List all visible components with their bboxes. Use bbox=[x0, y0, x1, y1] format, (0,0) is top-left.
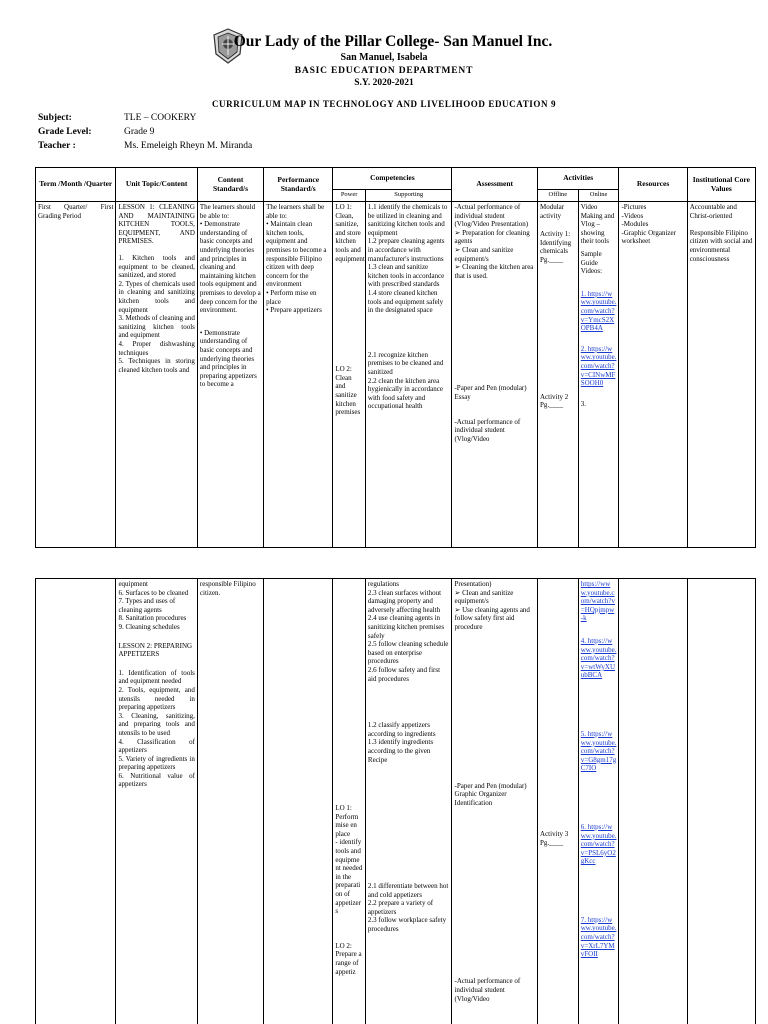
resources-cell: -Pictures -Videos -Modules -Graphic Organizer worksheet bbox=[619, 202, 687, 548]
offline-c: Activity 2 Pg.____ bbox=[540, 392, 570, 410]
video-link-5[interactable]: 5. https://www.youtube.com/watch?v=G8gm17gC7IO bbox=[580, 729, 617, 773]
unit-cell bbox=[116, 202, 197, 548]
supporting-b: 2.1 recognize kitchen premises to be cleaned and sanitized 2.2 clean the kitchen area hygienically in accordance with food safety and occupational health bbox=[367, 350, 444, 411]
header-performance: Performance Standard/s bbox=[264, 168, 333, 202]
resources-cell-2 bbox=[619, 579, 687, 1024]
lesson-1-title: LESSON 1: CLEANING AND MAINTAINING KITCHEN TOOLS, EQUIPMENT, AND PREMISES. bbox=[118, 203, 195, 246]
online-cell bbox=[578, 202, 619, 548]
lesson-1-topics: 1. Kitchen tools and equipment to be cleaned, sanitized, and stored 2. Types of chemicals used in cleaning and sanitizing kitchen tools and equipment 3. Methods of cleaning and sanitizing kitchen tools and equipment 4. Proper dishwashing techniques 5. Techniques in storing cleaned kitchen tools and bbox=[118, 253, 195, 374]
performance-standard-cell-2 bbox=[264, 579, 333, 1024]
header-competencies: Competencies bbox=[333, 168, 452, 190]
school-name: Our Lady of the Pillar College- San Manuel Inc. bbox=[233, 33, 553, 50]
lesson-2-title: LESSON 2: PREPARING APPETIZERS bbox=[118, 641, 193, 659]
lesson-2-topics: 1. Identification of tools and equipment needed 2. Tools, equipment, and utensils needed in preparing appetizers 3. Cleaning, sanitizing, and preparing tools and utensils to be used 4. Classification of appetizers 5. Variety of ingredients in preparing appetizers 6. Nutritional value of appetizers bbox=[118, 668, 195, 789]
power-prepare-appetizers: LO 2: Prepare a range of appetiz bbox=[335, 941, 364, 976]
online-cell-2 bbox=[578, 579, 619, 1024]
supporting-appetizers-b: 2.1 differentiate between hot and cold appetizers 2.2 prepare a variety of appetizers 2.3 follow workplace safety procedures bbox=[367, 882, 449, 934]
online-b: Sample Guide Videos: bbox=[580, 249, 604, 276]
assessment-b: -Paper and Pen (modular) Essay bbox=[454, 384, 529, 401]
school-town: San Manuel, Isabela bbox=[340, 52, 428, 63]
video-link-3-number: 3. bbox=[580, 399, 586, 408]
content-standard-b: • Demonstrate understanding of basic concepts and underlying theories and principles in preparing appetizers to become a bbox=[199, 328, 259, 389]
header-power: Power bbox=[333, 190, 366, 202]
online-a: Video Making and Vlog – showing their tools bbox=[580, 203, 616, 246]
performance-standard-cell: The learners shall be able to: • Maintain clean kitchen tools, equipment and premises to become a responsible Filipino citizen with deep concern for the environment • Perform mise en place • Prepare appetizers bbox=[264, 202, 333, 548]
video-link-6[interactable]: 6. https://www.youtube.com/watch?v=PSL6yO2gKcc bbox=[580, 822, 617, 866]
curriculum-title: CURRICULUM MAP IN TECHNOLOGY AND LIVELIHOOD EDUCATION 9 bbox=[211, 99, 557, 109]
content-standard-cell bbox=[197, 202, 263, 548]
content-standard-a: The learners should be able to: • Demonstrate understanding of basic concepts and underlying theories and principles in cleaning and maintaining kitchen tools equipment and premises to develop a deep concern for the environment. bbox=[199, 203, 261, 315]
lesson-1-topics-cont: equipment 6. Surfaces to be cleaned 7. Types and uses of cleaning agents 8. Sanitation procedures 9. Cleaning schedules bbox=[118, 580, 189, 631]
header-content: Content Standard/s bbox=[197, 168, 263, 202]
header-assessment: Assessment bbox=[452, 168, 538, 202]
term-cell: First Quarter/ First Grading Period bbox=[36, 202, 116, 548]
assessment-cell bbox=[452, 202, 538, 548]
video-link-2[interactable]: 2. https://www.youtube.com/watch?v=CINwMFSOOH0 bbox=[580, 344, 617, 388]
teacher-value: Ms. Emeleigh Rheyn M. Miranda bbox=[124, 141, 253, 151]
department-name: BASIC EDUCATION DEPARTMENT bbox=[294, 66, 474, 76]
curriculum-table-page2 bbox=[35, 578, 756, 1024]
offline-b: Activity 1: Identifying chemicals Pg.____ bbox=[540, 230, 573, 264]
values-cell: Accountable and Christ-oriented Responsible Filipino citizen with social and environmental consciousness bbox=[687, 202, 755, 548]
assessment-a: -Actual performance of individual student (Vlog/Video Presentation) ➢ Preparation for cleaning agents ➢ Clean and sanitize equipment/s ➢ Cleaning the kitchen area that is used. bbox=[454, 203, 534, 280]
curriculum-table-page1 bbox=[35, 167, 756, 548]
header-supporting: Supporting bbox=[365, 190, 452, 202]
assessment-actual: -Actual performance of individual student (Vlog/Video bbox=[454, 977, 522, 1003]
video-link-7[interactable]: 7. https://www.youtube.com/watch?v=XrL7YMvFOII bbox=[580, 915, 617, 959]
video-link-4[interactable]: 4. https://www.youtube.com/watch?v=wtWyXUubBCA bbox=[580, 636, 617, 680]
supporting-cell-2 bbox=[365, 579, 452, 1024]
header-offline: Offline bbox=[538, 190, 579, 202]
power-lo2: LO 2: Clean and sanitize kitchen premises bbox=[335, 365, 361, 417]
supporting-appetizers-a: 1.2 classify appetizers according to ingredients 1.3 identify ingredients according to the given Recipe bbox=[367, 721, 436, 764]
video-link-3[interactable]: https://www.youtube.com/watch?v=HQpjmpw-k bbox=[580, 580, 615, 623]
unit-cell-2 bbox=[116, 579, 197, 1024]
header-activities: Activities bbox=[538, 168, 619, 190]
teacher-label: Teacher : bbox=[38, 141, 76, 151]
offline-cell bbox=[538, 202, 579, 548]
header-term: Term /Month /Quarter bbox=[36, 168, 116, 202]
offline-a: Modular activity bbox=[540, 203, 566, 220]
supporting-a: 1.1 identify the chemicals to be utilized in cleaning and sanitizing kitchen tools and equipment 1.2 prepare cleaning agents in accordance with manufacturer's instructions 1.3 clean and sanitize kitchen tools in accordance with prescribed standards 1.4 store cleaned kitchen tools and equipment safely in the designated space bbox=[367, 203, 448, 315]
grade-value: Grade 9 bbox=[124, 127, 155, 137]
supporting-cell bbox=[365, 202, 452, 548]
values-cell-2 bbox=[687, 579, 755, 1024]
video-link-1[interactable]: 1. https://www.youtube.com/watch?v=YmcS2XOPB4A bbox=[580, 289, 617, 333]
subject-label: Subject: bbox=[38, 113, 72, 123]
supporting-cont: regulations 2.3 clean surfaces without damaging property and adversely affecting health 2.4 use cleaning agents in sanitizing kitchen premises safely 2.5 follow cleaning schedule based on enterprise procedures 2.6 follow safety and first aid procedures bbox=[367, 580, 449, 683]
offline-activity-3: Activity 3 Pg.____ bbox=[540, 830, 570, 847]
subject-value: TLE – COOKERY bbox=[124, 113, 197, 123]
header-unit: Unit Topic/Content bbox=[116, 168, 197, 202]
grade-label: Grade Level: bbox=[38, 127, 92, 137]
assessment-cell-2 bbox=[452, 579, 538, 1024]
offline-cell-2 bbox=[538, 579, 579, 1024]
school-year: S.Y. 2020-2021 bbox=[354, 78, 414, 88]
power-mise-en-place: LO 1: Perform mise en place - identify tools and equipment needed in the preparation of appetizers bbox=[335, 804, 363, 916]
content-standard-cell-2: responsible Filipino citizen. bbox=[197, 579, 263, 1024]
header-resources: Resources bbox=[619, 168, 687, 202]
power-cell bbox=[333, 202, 366, 548]
assessment-paper-pen: -Paper and Pen (modular) Graphic Organizer Identification bbox=[454, 781, 529, 807]
header-online: Online bbox=[578, 190, 619, 202]
term-cell-2 bbox=[36, 579, 116, 1024]
power-cell-2 bbox=[333, 579, 366, 1024]
header-values: Institutional Core Values bbox=[687, 168, 755, 202]
page-break bbox=[0, 548, 768, 578]
power-lo1: LO 1: Clean, sanitize, and store kitchen tools and equipment bbox=[335, 203, 365, 263]
assessment-c: -Actual performance of individual student (Vlog/Video bbox=[454, 417, 522, 443]
page-two bbox=[0, 578, 768, 1024]
assessment-cont: Presentation) ➢ Clean and sanitize equipment/s ➢ Use cleaning agents and follow safety first aid procedure bbox=[454, 580, 530, 631]
